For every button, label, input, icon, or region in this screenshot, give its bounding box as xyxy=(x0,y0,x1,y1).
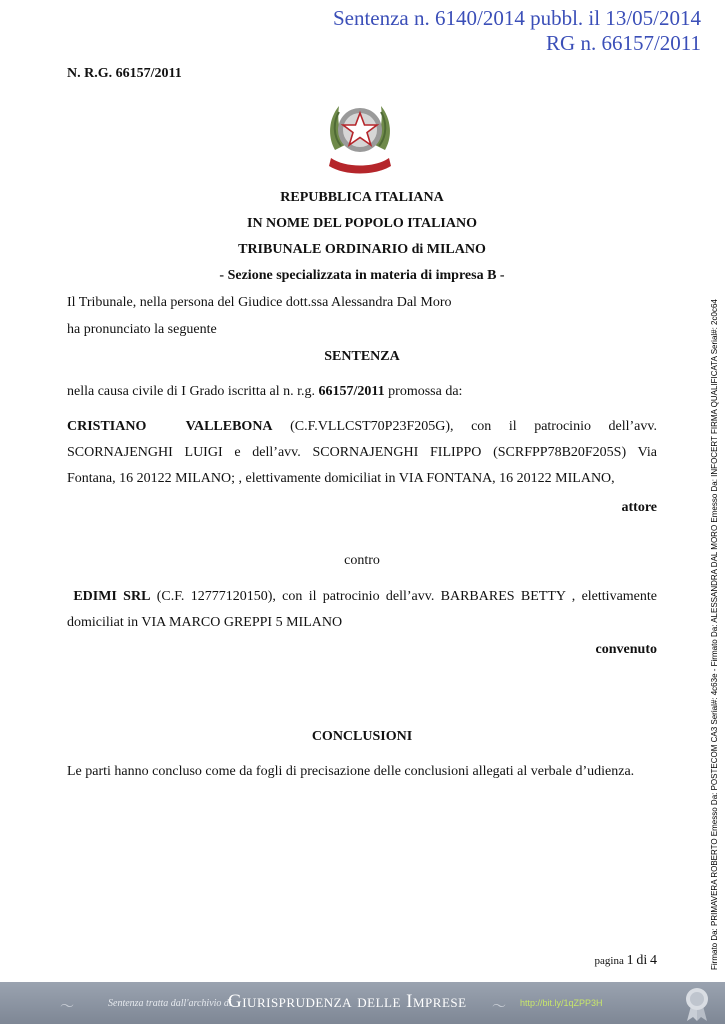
page-sep: di xyxy=(636,953,648,968)
publication-stamp xyxy=(333,6,701,56)
cause-prefix: nella causa civile di I Grado iscritta al n. r.g. xyxy=(67,384,319,399)
judge-line: Il Tribunale, nella persona del Giudice dott.ssa Alessandra Dal Moro xyxy=(67,295,452,310)
sentenza-heading: SENTENZA xyxy=(324,349,400,364)
plaintiff-name: CRISTIANO VALLEBONA xyxy=(67,419,273,434)
cause-suffix: promossa da: xyxy=(384,384,463,399)
defendant-name: EDIMI SRL xyxy=(73,589,151,604)
quill-left-icon: 〜 xyxy=(60,1000,74,1015)
page-current: 1 xyxy=(626,953,634,968)
footer-brand: Giurisprudenza delle Imprese xyxy=(228,991,467,1012)
pagination xyxy=(520,953,657,969)
defendant-line-2: domiciliat in VIA MARCO GREPPI 5 MILANO xyxy=(67,615,343,630)
nrg-number: N. R.G. 66157/2011 xyxy=(67,66,182,81)
page-total: 4 xyxy=(650,953,657,968)
digital-signature-strip: Firmato Da: PRIMAVERA ROBERTO Emesso Da: POSTECOM CA3 Serial#: 4c63e - Firmato Da: ALESSANDRA DAL MORO Emesso Da: INFOCERT FIRMA QUALIFICATA Serial#: 2c0c64 xyxy=(710,299,719,970)
award-seal-icon xyxy=(683,986,711,1022)
footer-url-link[interactable]: http://bit.ly/1qZPP3H xyxy=(520,998,603,1008)
defendant-role: convenuto xyxy=(595,642,657,657)
quill-right-icon: 〜 xyxy=(492,1000,506,1015)
plaintiff-role: attore xyxy=(621,500,657,515)
plaintiff-paragraph xyxy=(67,414,657,492)
title-people: IN NOME DEL POPOLO ITALIANO xyxy=(247,216,477,231)
pronounced-line: ha pronunciato la seguente xyxy=(67,322,217,337)
stamp-sentence-line: Sentenza n. 6140/2014 pubbl. il 13/05/2014 xyxy=(332,6,701,30)
footer-banner xyxy=(0,982,725,1024)
plaintiff-line-3: Fontana, 16 20122 MILANO; , elettivamente domiciliat in VIA FONTANA, 16 20122 MILANO, xyxy=(67,471,615,486)
footer-archive-text: Sentenza tratta dall'archivio di xyxy=(108,998,232,1009)
contro-label: contro xyxy=(344,553,380,568)
conclusions-heading: CONCLUSIONI xyxy=(311,729,413,744)
title-court: TRIBUNALE ORDINARIO di MILANO xyxy=(238,242,486,257)
conclusions-text: Le parti hanno concluso come da fogli di precisazione delle conclusioni allegati al verbale d’udienza. xyxy=(67,764,635,779)
plaintiff-text-1: (C.F.VLLCST70P23F205G), con il patrocinio dell’avv. xyxy=(272,419,657,434)
plaintiff-line-1 xyxy=(67,414,657,440)
defendant-paragraph xyxy=(67,584,657,636)
italian-republic-emblem-icon xyxy=(325,92,395,178)
defendant-text-1: (C.F. 12777120150), con il patrocinio dell’avv. BARBARES BETTY , elettivamente xyxy=(150,589,657,604)
defendant-line-1 xyxy=(67,584,657,610)
title-republic: REPUBBLICA ITALIANA xyxy=(280,190,444,205)
stamp-rg-line: RG n. 66157/2011 xyxy=(546,31,701,55)
page-label: pagina xyxy=(594,955,624,967)
cause-number: 66157/2011 xyxy=(318,384,385,399)
cause-line xyxy=(67,384,657,400)
plaintiff-line-2: SCORNAJENGHI LUIGI e dell’avv. SCORNAJENGHI FILIPPO (SCRFPP78B20F205S) Via xyxy=(67,445,657,460)
title-section: - Sezione specializzata in materia di impresa B - xyxy=(219,268,505,283)
